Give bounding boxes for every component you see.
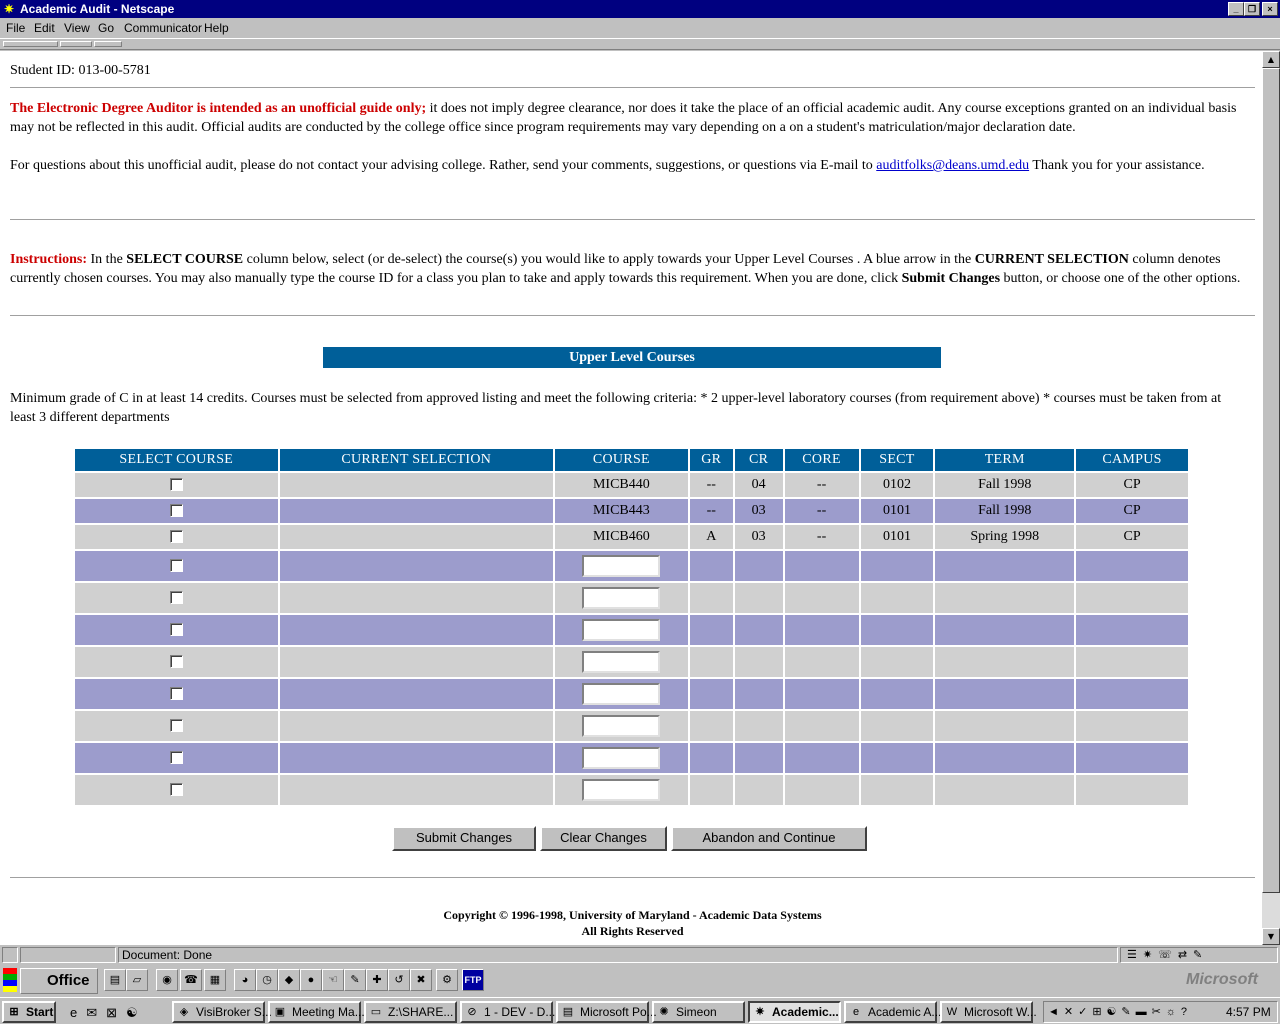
- col-core: CORE: [784, 448, 860, 472]
- netscape-icon: ✷: [3, 2, 15, 16]
- task-label: Academic...: [772, 1005, 839, 1019]
- bar-shortcut-icon[interactable]: ◆: [278, 969, 300, 991]
- current-selection-cell: [279, 498, 554, 524]
- core-cell: --: [784, 472, 860, 498]
- gr-cell: [689, 710, 734, 742]
- netscape-icon: ✷: [755, 1006, 765, 1018]
- questions-paragraph: [10, 156, 1250, 175]
- course-id-input[interactable]: [582, 683, 660, 705]
- cr-cell: [734, 678, 784, 710]
- sect-cell: [860, 774, 935, 806]
- select-course-checkbox[interactable]: [170, 591, 183, 604]
- select-course-checkbox[interactable]: [170, 559, 183, 572]
- copyright: Copyright © 1996-1998, University of Maryland - Academic Data Systems: [443, 908, 822, 922]
- sect-cell: 0101: [860, 498, 935, 524]
- table-row: [74, 774, 1189, 806]
- gr-cell: [689, 678, 734, 710]
- bar-shortcut-icon[interactable]: ✚: [366, 969, 388, 991]
- current-selection-cell: [279, 774, 554, 806]
- select-cell: [74, 472, 279, 498]
- sect-cell: 0101: [860, 524, 935, 550]
- sect-cell: [860, 582, 935, 614]
- course-input-cell: [554, 774, 689, 806]
- taskbar-item-visibroker[interactable]: [172, 1001, 272, 1023]
- term-cell: [934, 646, 1075, 678]
- select-cell: [74, 646, 279, 678]
- select-cell: [74, 524, 279, 550]
- bar-shortcut-icon[interactable]: ▦: [204, 969, 226, 991]
- table-row: [74, 710, 1189, 742]
- divider: [10, 315, 1255, 317]
- menu-bar: [0, 18, 1280, 38]
- task-label: 1 - DEV - D...: [484, 1005, 556, 1019]
- vertical-scrollbar[interactable]: [1262, 51, 1280, 945]
- navigation-toolbar-grip[interactable]: [3, 41, 58, 47]
- course-id-input[interactable]: [582, 587, 660, 609]
- core-cell: [784, 774, 860, 806]
- taskbar-item-powerpoint[interactable]: [556, 1001, 657, 1023]
- campus-cell: [1075, 678, 1189, 710]
- campus-cell: [1075, 710, 1189, 742]
- current-selection-cell: [279, 742, 554, 774]
- all-rights-reserved: All Rights Reserved: [581, 924, 684, 938]
- disclaimer-paragraph: [10, 99, 1250, 137]
- course-table: [73, 447, 1190, 807]
- course-cell: MICB443: [554, 498, 689, 524]
- instructions-current-selection: CURRENT SELECTION: [974, 252, 1129, 267]
- table-row: [74, 582, 1189, 614]
- taskbar-item-folder[interactable]: [364, 1001, 457, 1023]
- security-lock-icon[interactable]: [2, 947, 18, 963]
- col-sect: SECT: [860, 448, 935, 472]
- table-row: [74, 550, 1189, 582]
- page-content: [0, 51, 1262, 945]
- term-cell: [934, 550, 1075, 582]
- status-text: Document: Done: [118, 947, 1118, 963]
- core-cell: [784, 678, 860, 710]
- ie-icon: e: [852, 1006, 860, 1018]
- cr-cell: [734, 742, 784, 774]
- campus-cell: [1075, 742, 1189, 774]
- gr-cell: [689, 774, 734, 806]
- menu-communicator[interactable]: Communicator: [124, 21, 203, 35]
- course-id-input[interactable]: [582, 651, 660, 673]
- select-cell: [74, 710, 279, 742]
- sect-cell: 0102: [860, 472, 935, 498]
- questions-text-end: Thank you for your assistance.: [1029, 158, 1205, 173]
- select-course-checkbox[interactable]: [170, 783, 183, 796]
- folder-icon: ▭: [370, 1006, 382, 1018]
- taskbar-item-academic-active[interactable]: [748, 1001, 841, 1023]
- current-selection-cell: [279, 524, 554, 550]
- task-label: Simeon: [676, 1005, 717, 1019]
- app-icon: ⊘: [467, 1006, 477, 1018]
- office-logo-icon[interactable]: [3, 968, 17, 992]
- bar-shortcut-icon[interactable]: ◉: [156, 969, 178, 991]
- taskbar-item-meeting[interactable]: [268, 1001, 365, 1023]
- cr-cell: [734, 550, 784, 582]
- progress-field: [20, 947, 116, 963]
- select-course-checkbox[interactable]: [170, 530, 183, 543]
- manual-entry-rows: [74, 550, 1189, 806]
- select-cell: [74, 678, 279, 710]
- core-cell: [784, 710, 860, 742]
- component-bar-icons[interactable]: ☰✷☏⇄✎: [1120, 947, 1278, 963]
- col-course: COURSE: [554, 448, 689, 472]
- course-cell: MICB440: [554, 472, 689, 498]
- instructions-select-course: SELECT COURSE: [126, 252, 244, 267]
- sect-cell: [860, 710, 935, 742]
- current-selection-cell: [279, 646, 554, 678]
- task-label: Microsoft W...: [964, 1005, 1037, 1019]
- clear-changes-button[interactable]: Clear Changes: [540, 826, 667, 851]
- col-gr: GR: [689, 448, 734, 472]
- submit-changes-button[interactable]: Submit Changes: [392, 826, 536, 851]
- current-selection-cell: [279, 582, 554, 614]
- table-row: [74, 524, 1189, 550]
- location-toolbar-grip[interactable]: [60, 41, 92, 47]
- menu-help[interactable]: Help: [204, 21, 229, 35]
- core-cell: [784, 550, 860, 582]
- bar-shortcut-icon[interactable]: ◷: [256, 969, 278, 991]
- select-course-checkbox[interactable]: [170, 623, 183, 636]
- sect-cell: [860, 742, 935, 774]
- core-cell: [784, 614, 860, 646]
- gr-cell: [689, 550, 734, 582]
- table-row: [74, 742, 1189, 774]
- campus-cell: [1075, 774, 1189, 806]
- bar-shortcut-icon[interactable]: ✎: [344, 969, 366, 991]
- term-cell: Fall 1998: [934, 472, 1075, 498]
- campus-cell: CP: [1075, 472, 1189, 498]
- cr-cell: [734, 646, 784, 678]
- gr-cell: --: [689, 472, 734, 498]
- course-id-input[interactable]: [582, 779, 660, 801]
- sect-cell: [860, 646, 935, 678]
- col-cr: CR: [734, 448, 784, 472]
- disclaimer-bold: The Electronic Degree Auditor is intended as an unofficial guide only;: [10, 101, 427, 116]
- select-cell: [74, 774, 279, 806]
- instructions-submit-changes: Submit Changes: [901, 271, 1001, 286]
- notepad-icon[interactable]: ▤: [104, 969, 126, 991]
- select-course-checkbox[interactable]: [170, 687, 183, 700]
- office-button[interactable]: [20, 968, 98, 994]
- task-label: VisiBroker S...: [196, 1005, 272, 1019]
- divider: [10, 87, 1255, 89]
- window-title-bar[interactable]: [0, 0, 1280, 18]
- course-cell: MICB460: [554, 524, 689, 550]
- term-cell: [934, 774, 1075, 806]
- instructions-text: button, or choose one of the other options.: [1000, 271, 1241, 286]
- microsoft-brand: Microsoft: [1186, 971, 1258, 988]
- campus-cell: [1075, 646, 1189, 678]
- table-header-row: [74, 448, 1189, 472]
- divider: [10, 877, 1255, 879]
- task-label: Academic A...: [868, 1005, 942, 1019]
- abandon-and-continue-button[interactable]: Abandon and Continue: [671, 826, 867, 851]
- term-cell: [934, 614, 1075, 646]
- select-course-checkbox[interactable]: [170, 478, 183, 491]
- start-button[interactable]: [2, 1001, 56, 1023]
- course-input-cell: [554, 742, 689, 774]
- core-cell: [784, 582, 860, 614]
- menu-edit[interactable]: Edit: [34, 21, 55, 35]
- sect-cell: [860, 614, 935, 646]
- minimize-button[interactable]: _: [1228, 2, 1244, 16]
- gr-cell: [689, 614, 734, 646]
- campus-cell: CP: [1075, 524, 1189, 550]
- select-cell: [74, 550, 279, 582]
- select-cell: [74, 614, 279, 646]
- open-folder-icon[interactable]: ▱: [126, 969, 148, 991]
- taskbar-item-word[interactable]: [940, 1001, 1037, 1023]
- course-input-cell: [554, 582, 689, 614]
- select-cell: [74, 498, 279, 524]
- col-campus: CAMPUS: [1075, 448, 1189, 472]
- course-input-cell: [554, 614, 689, 646]
- menu-view[interactable]: View: [64, 21, 90, 35]
- email-link[interactable]: auditfolks@deans.umd.edu: [876, 158, 1030, 173]
- status-bar: [0, 945, 1280, 965]
- bar-shortcut-icon[interactable]: ✖: [410, 969, 432, 991]
- select-course-checkbox[interactable]: [170, 655, 183, 668]
- menu-go[interactable]: Go: [98, 21, 115, 35]
- term-cell: [934, 678, 1075, 710]
- windows-flag-icon: ⊞: [9, 1006, 19, 1018]
- system-tray: [1043, 1001, 1278, 1023]
- instructions-label: Instructions:: [10, 252, 88, 267]
- cr-cell: [734, 614, 784, 646]
- cr-cell: [734, 774, 784, 806]
- term-cell: Fall 1998: [934, 498, 1075, 524]
- campus-cell: [1075, 582, 1189, 614]
- cr-cell: 03: [734, 524, 784, 550]
- cr-cell: 03: [734, 498, 784, 524]
- current-selection-cell: [279, 472, 554, 498]
- instructions-paragraph: [10, 250, 1250, 288]
- ftp-icon[interactable]: FTP: [462, 969, 484, 991]
- criteria-text: Minimum grade of C in at least 14 credits. Courses must be selected from approved listing and meet the following criteria: * 2 upper-level laboratory courses (from requirement above) * courses must be taken from at least 3 different departments: [10, 391, 1222, 425]
- app-icon: ▣: [274, 1006, 286, 1018]
- campus-cell: [1075, 550, 1189, 582]
- instructions-text: column denotes currently chosen courses. You may also manually type the course ID for a class you plan to take and apply towards this requirement. When you are done, click: [10, 252, 1221, 286]
- student-id: Student ID: 013-00-5781: [10, 63, 151, 78]
- select-cell: [74, 742, 279, 774]
- core-cell: --: [784, 498, 860, 524]
- select-course-checkbox[interactable]: [170, 751, 183, 764]
- campus-cell: CP: [1075, 498, 1189, 524]
- cr-cell: [734, 710, 784, 742]
- current-selection-cell: [279, 678, 554, 710]
- instructions-text: In the: [87, 252, 127, 267]
- term-cell: Spring 1998: [934, 524, 1075, 550]
- bar-shortcut-icon[interactable]: ☜: [322, 969, 344, 991]
- taskbar: [0, 997, 1280, 1024]
- table-row: [74, 614, 1189, 646]
- start-label: Start: [26, 1005, 54, 1019]
- bar-shortcut-icon[interactable]: ⚙: [436, 969, 458, 991]
- disclaimer-text: it does not imply degree clearance, nor does it take the place of an official academic audit. Any course exceptions granted on an individual basis may not be reflected in this audit. Official audits are conducted by the college office since program requirements may vary depending on a on a student's matriculation/major declaration date.: [10, 101, 1237, 135]
- core-cell: [784, 742, 860, 774]
- table-row: [74, 472, 1189, 498]
- col-current-selection: CURRENT SELECTION: [279, 448, 554, 472]
- office-label: Office: [47, 972, 90, 989]
- select-cell: [74, 582, 279, 614]
- cr-cell: [734, 582, 784, 614]
- taskbar-item-simeon[interactable]: [652, 1001, 745, 1023]
- close-button[interactable]: ×: [1262, 2, 1278, 16]
- section-title: Upper Level Courses: [323, 347, 941, 368]
- bar-shortcut-icon[interactable]: ☎: [180, 969, 202, 991]
- collapsed-toolbars: [0, 38, 1280, 50]
- clock[interactable]: 4:57 PM: [1226, 1005, 1271, 1019]
- course-id-input[interactable]: [582, 619, 660, 641]
- task-label: Meeting Ma...: [292, 1005, 365, 1019]
- taskbar-item-dev[interactable]: [460, 1001, 556, 1023]
- term-cell: [934, 742, 1075, 774]
- course-input-cell: [554, 550, 689, 582]
- window-title: Academic Audit - Netscape: [20, 2, 175, 16]
- col-term: TERM: [934, 448, 1075, 472]
- scroll-down-icon[interactable]: ▼: [1262, 928, 1280, 945]
- current-selection-cell: [279, 550, 554, 582]
- task-label: Microsoft Po...: [580, 1005, 657, 1019]
- gr-cell: --: [689, 498, 734, 524]
- word-icon: W: [946, 1006, 958, 1018]
- tray-icons[interactable]: ◄✕✓⊞☯✎▬✂☼?: [1048, 1006, 1193, 1018]
- divider: [10, 219, 1255, 221]
- select-course-checkbox[interactable]: [170, 719, 183, 732]
- gr-cell: [689, 646, 734, 678]
- gr-cell: A: [689, 524, 734, 550]
- course-input-cell: [554, 678, 689, 710]
- campus-cell: [1075, 614, 1189, 646]
- sect-cell: [860, 678, 935, 710]
- taskbar-item-academic[interactable]: [844, 1001, 942, 1023]
- task-label: Z:\SHARE...: [388, 1005, 454, 1019]
- course-input-cell: [554, 646, 689, 678]
- gr-cell: [689, 742, 734, 774]
- questions-text: For questions about this unofficial audit, please do not contact your advising college. Rather, send your comments, suggestions, or questions via E-mail to: [10, 158, 877, 173]
- table-row: [74, 646, 1189, 678]
- maximize-button[interactable]: ❐: [1244, 2, 1260, 16]
- quick-launch-icons[interactable]: e✉⊠☯: [70, 1005, 147, 1020]
- table-row: [74, 678, 1189, 710]
- instructions-text: column below, select (or de-select) the course(s) you would like to apply towards your Upper Level Courses . A blue arrow in the: [243, 252, 975, 267]
- app-icon: ◈: [179, 1006, 189, 1018]
- course-id-input[interactable]: [582, 715, 660, 737]
- bar-shortcut-icon[interactable]: ↺: [388, 969, 410, 991]
- course-id-input[interactable]: [582, 555, 660, 577]
- select-course-checkbox[interactable]: [170, 504, 183, 517]
- term-cell: [934, 582, 1075, 614]
- app-icon: ✺: [659, 1006, 669, 1018]
- bar-shortcut-icon[interactable]: ●: [300, 969, 322, 991]
- table-row: [74, 498, 1189, 524]
- course-input-cell: [554, 710, 689, 742]
- scrollbar-thumb[interactable]: [1262, 68, 1280, 893]
- menu-file[interactable]: File: [6, 21, 26, 35]
- current-selection-cell: [279, 710, 554, 742]
- sect-cell: [860, 550, 935, 582]
- term-cell: [934, 710, 1075, 742]
- personal-toolbar-grip[interactable]: [94, 41, 122, 47]
- col-select-course: SELECT COURSE: [74, 448, 279, 472]
- course-id-input[interactable]: [582, 747, 660, 769]
- core-cell: --: [784, 524, 860, 550]
- cr-cell: 04: [734, 472, 784, 498]
- gr-cell: [689, 582, 734, 614]
- scroll-up-icon[interactable]: ▲: [1262, 51, 1280, 68]
- core-cell: [784, 646, 860, 678]
- current-selection-cell: [279, 614, 554, 646]
- office-shortcut-bar: [0, 965, 1280, 997]
- powerpoint-icon: ▤: [562, 1006, 574, 1018]
- bar-shortcut-icon[interactable]: ◕: [234, 969, 256, 991]
